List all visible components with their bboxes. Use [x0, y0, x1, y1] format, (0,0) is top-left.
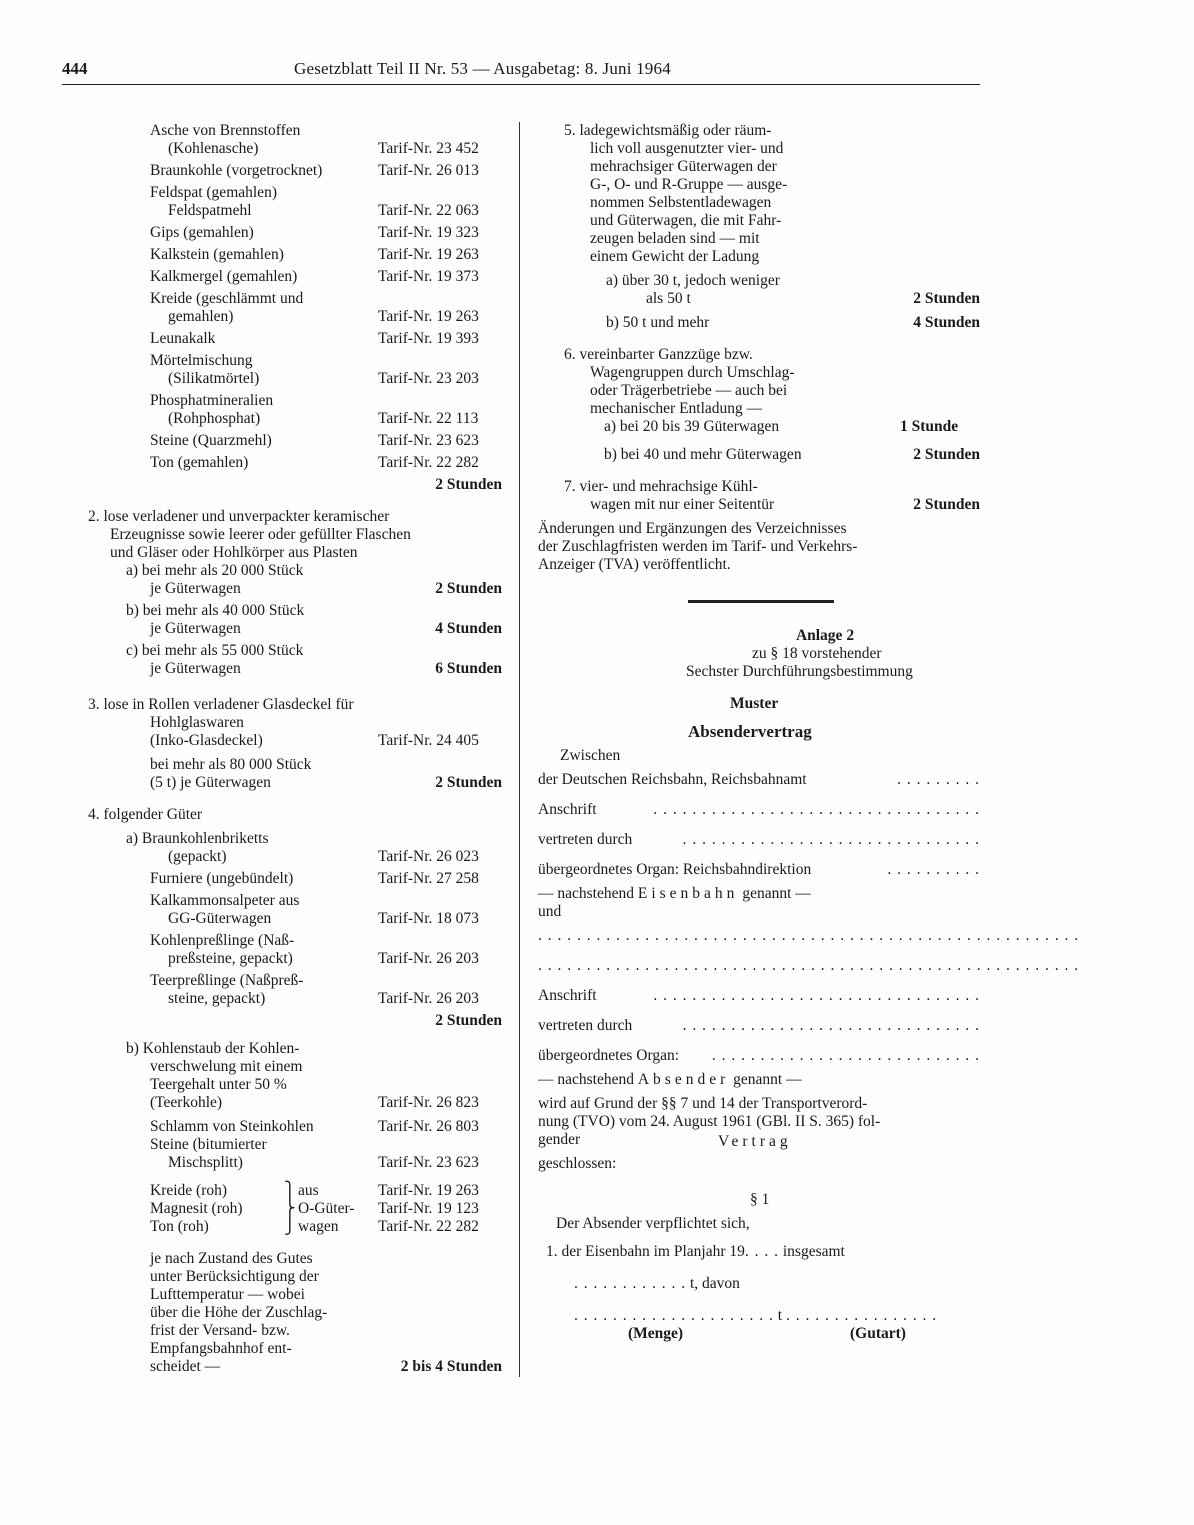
tarif-number: Tarif-Nr. 19 263 — [378, 308, 479, 325]
item-text: Teerpreßlinge (Naßpreß- — [150, 972, 304, 989]
tarif-number: Tarif-Nr. 26 823 — [378, 1094, 479, 1111]
tarif-row — [88, 830, 502, 848]
final-row — [88, 1286, 502, 1304]
tarif-row — [88, 410, 502, 428]
tarif-number: Tarif-Nr. 19 393 — [378, 330, 479, 347]
tarif-number: Tarif-Nr. 19 123 — [378, 1200, 479, 1217]
item-text: Braunkohle (vorgetrocknet) — [150, 162, 323, 179]
tarif-row — [88, 932, 502, 950]
form-text: Eisenbahn — [637, 885, 739, 902]
brace-glyph: ⎭ — [284, 1218, 296, 1235]
hours: 2 Stunden — [435, 1012, 502, 1029]
fill-line: . . . . . . . . . . . . . . . . . . . . . . . . . . . . . . . . . . . . . . . . . . . . . . . . . . . . . . . . — [538, 927, 1080, 944]
item-text: Mischsplitt) — [168, 1154, 243, 1171]
hours: 2 Stunden — [435, 476, 502, 493]
item-text: b) 50 t und mehr — [606, 314, 710, 331]
hours-row — [88, 620, 502, 638]
item-text: je Güterwagen — [150, 660, 241, 677]
item-text: a) bei 20 bis 39 Güterwagen — [604, 418, 780, 435]
changes-text: Änderungen und Ergänzungen des Verzeichnisses — [538, 520, 847, 537]
tarif-number: Tarif-Nr. 22 063 — [378, 202, 479, 219]
item-text: Kalkmergel (gemahlen) — [150, 268, 298, 285]
item-text: Lufttemperatur — wobei — [150, 1286, 305, 1303]
running-title: Gesetzblatt Teil II Nr. 53 — Ausgabetag: 8. Juni 1964 — [294, 59, 671, 78]
item-text: verschwelung mit einem — [150, 1058, 303, 1075]
page-header — [62, 60, 980, 85]
tarif-number: Tarif-Nr. 26 203 — [378, 950, 479, 967]
form-caption: (Menge) — [628, 1325, 684, 1342]
right-column — [538, 122, 1080, 1343]
tarif-number: Tarif-Nr. 23 623 — [378, 1154, 479, 1171]
muster-label: Muster — [730, 695, 779, 712]
tarif-row — [88, 432, 502, 450]
fill-line: . . . . . . . . . . . . . . . . . . . . . — [574, 1307, 774, 1324]
item-title: 4. folgender Güter — [88, 806, 203, 823]
item-text: O-Güter- — [298, 1200, 355, 1217]
item-text: als 50 t — [646, 290, 691, 307]
item-text: 3. lose in Rollen verladener Glasdeckel für — [88, 696, 354, 713]
tarif-row — [88, 848, 502, 866]
tarif-row — [88, 246, 502, 264]
contract-form — [538, 747, 1080, 1343]
tarif-row — [88, 990, 502, 1008]
form-caption: (Gutart) — [850, 1325, 906, 1342]
form-label: der Deutschen Reichsbahn, Reichsbahnamt — [538, 771, 807, 788]
tarif-row — [88, 122, 502, 140]
hours: 4 Stunden — [435, 620, 502, 637]
item-text: Kalkstein (gemahlen) — [150, 246, 284, 263]
item-text: a) bei mehr als 20 000 Stück — [126, 562, 304, 579]
hours: 4 Stunden — [913, 314, 980, 331]
item-text: Feldspatmehl — [168, 202, 252, 219]
tarif-number: Tarif-Nr. 26 013 — [378, 162, 479, 179]
final-row — [88, 1322, 502, 1340]
hours: 2 bis 4 Stunden — [400, 1358, 502, 1375]
anlage-subtitle: zu § 18 vorstehender — [752, 645, 882, 662]
tarif-row — [88, 202, 502, 220]
item-text: unter Berücksichtigung der — [150, 1268, 319, 1285]
item-4 — [88, 806, 502, 1376]
item-text: Asche von Brennstoffen — [150, 122, 301, 139]
hours-row — [88, 580, 502, 598]
item-text: Furniere (ungebündelt) — [150, 870, 294, 887]
item-text: Feldspat (gemahlen) — [150, 184, 277, 201]
tarif-row — [88, 370, 502, 388]
item-text: Ton (roh) — [150, 1218, 209, 1235]
hours: 1 Stunde — [900, 418, 959, 435]
tarif-number: Tarif-Nr. 22 282 — [378, 1218, 479, 1235]
tarif-row — [88, 870, 502, 888]
fill-line: . . . . . . . . . . . . . . . . . . . . . . . . . . . . — [711, 1047, 980, 1064]
fill-line: . . . . — [744, 1243, 779, 1260]
tarif-number: Tarif-Nr. 18 073 — [378, 910, 479, 927]
form-text: geschlossen: — [538, 1155, 617, 1172]
tarif-number: Tarif-Nr. 19 373 — [378, 268, 479, 285]
tarif-number: Tarif-Nr. 22 282 — [378, 454, 479, 471]
changes-text: der Zuschlagfristen werden im Tarif- und Verkehrs- — [538, 538, 858, 555]
tarif-row — [88, 950, 502, 968]
form-text: genannt — — [733, 1071, 802, 1088]
tarif-number: Tarif-Nr. 26 803 — [378, 1118, 479, 1135]
item-text: gemahlen) — [168, 308, 234, 325]
form-heading: Vertrag — [718, 1133, 792, 1150]
fill-line: . . . . . . . . . . . . . . . . . . . . . . . . . . . . . . . — [682, 1017, 980, 1034]
document-heading: Absendervertrag — [688, 722, 812, 741]
item-text: preßsteine, gepackt) — [168, 950, 293, 967]
item-6 — [538, 346, 980, 464]
item-text: Magnesit (roh) — [150, 1200, 243, 1217]
item-text: Phosphatmineralien — [150, 392, 274, 409]
fill-line: . . . . . . . . . . . . . . . . — [785, 1307, 938, 1324]
item-text: GG-Güterwagen — [168, 910, 272, 927]
tarif-number: Tarif-Nr. 22 113 — [378, 410, 479, 427]
item-text: scheidet — — [150, 1358, 221, 1375]
item-text: wagen mit nur einer Seitentür — [590, 496, 775, 513]
item-text: bei mehr als 80 000 Stück — [150, 756, 312, 773]
item-text: Kreide (roh) — [150, 1182, 228, 1199]
paragraph-number: § 1 — [750, 1191, 770, 1208]
fill-line: . . . . . . . . . . — [887, 861, 980, 878]
form-text: insgesamt — [782, 1243, 845, 1260]
item-text: und Gläser oder Hohlkörper aus Plasten — [110, 544, 358, 561]
tarif-row — [88, 224, 502, 242]
item-text: mechanischer Entladung — — [590, 400, 763, 417]
form-text: wird auf Grund der §§ 7 und 14 der Transportverord- — [538, 1095, 868, 1112]
form-text: t — [777, 1307, 783, 1324]
tarif-number: Tarif-Nr. 23 203 — [378, 370, 479, 387]
item-5 — [538, 122, 980, 332]
hours: 2 Stunden — [913, 290, 980, 307]
final-row — [88, 1304, 502, 1322]
item-text: einem Gewicht der Ladung — [590, 248, 760, 265]
tarif-row — [88, 140, 502, 158]
tarif-row — [88, 454, 502, 472]
tarif-number: Tarif-Nr. 27 258 — [378, 870, 479, 887]
item-3 — [88, 696, 502, 792]
item-text: wagen — [298, 1218, 339, 1235]
item-text: Leunakalk — [150, 330, 216, 347]
tarif-number: Tarif-Nr. 19 323 — [378, 224, 479, 241]
form-text: und — [538, 903, 562, 920]
form-label: Anschrift — [538, 801, 597, 818]
tarif-row — [88, 162, 502, 180]
item-text: b) bei mehr als 40 000 Stück — [126, 602, 305, 619]
item-text: (Rohphosphat) — [168, 410, 261, 427]
fill-line: . . . . . . . . . . . . . . . . . . . . . . . . . . . . . . . . . . . . . . . . . . . . . . . . . . . . . . . . — [538, 957, 1080, 974]
tarif-number: Tarif-Nr. 26 023 — [378, 848, 479, 865]
final-row — [88, 1250, 502, 1268]
item-text: Mörtelmischung — [150, 352, 253, 369]
item-text: je nach Zustand des Gutes — [150, 1250, 313, 1267]
item-text: a) Braunkohlenbriketts — [126, 830, 269, 847]
hours-row — [88, 660, 502, 678]
tarif-number: Tarif-Nr. 23 452 — [378, 140, 479, 157]
tarif-number: Tarif-Nr. 19 263 — [378, 1182, 479, 1199]
form-text: — nachstehend — [538, 885, 634, 902]
item-text: nommen Selbstentladewagen — [590, 194, 772, 211]
form-text: Der Absender verpflichtet sich, — [556, 1215, 750, 1232]
tarif-row — [88, 290, 502, 308]
tarif-row — [88, 308, 502, 326]
item-text: zeugen beladen sind — mit — [590, 230, 760, 247]
item-2 — [88, 508, 502, 682]
hours: 6 Stunden — [435, 660, 502, 677]
form-label: übergeordnetes Organ: — [538, 1047, 680, 1064]
hours: 2 Stunden — [913, 496, 980, 513]
page-number: 444 — [62, 59, 88, 78]
fill-line: . . . . . . . . . . . . . . . . . . . . . . . . . . . . . . . — [682, 831, 980, 848]
item-text: Kohlenpreßlinge (Naß- — [150, 932, 295, 949]
item-text: Ton (gemahlen) — [150, 454, 249, 471]
tarif-number: Tarif-Nr. 24 405 — [378, 732, 479, 749]
tarif-row — [88, 268, 502, 286]
final-row — [88, 1358, 502, 1376]
item-text: 5. ladegewichtsmäßig oder räum- — [564, 122, 772, 139]
left-column — [88, 122, 502, 1376]
item-text: (Inko-Glasdeckel) — [150, 732, 263, 749]
item-text: 6. vereinbarter Ganzzüge bzw. — [564, 346, 753, 363]
group-row — [88, 1182, 502, 1200]
item-text: Steine (bitumierter — [150, 1136, 267, 1153]
item-text: Hohlglaswaren — [150, 714, 244, 731]
item-text: Kreide (geschlämmt und — [150, 290, 304, 307]
item-text: (5 t) je Güterwagen — [150, 774, 271, 791]
hours: 2 Stunden — [913, 446, 980, 463]
item-text: 2. lose verladener und unverpackter keramischer — [88, 508, 390, 525]
brace-glyph: ⎬ — [284, 1200, 296, 1217]
item-text: oder Trägerbetriebe — auch bei — [590, 382, 788, 399]
tarif-row — [88, 330, 502, 348]
tarif-row — [88, 184, 502, 202]
final-row — [88, 1340, 502, 1358]
item-text: a) über 30 t, jedoch weniger — [606, 272, 780, 289]
item-text: Empfangsbahnhof ent- — [150, 1340, 292, 1357]
item-text: (gepackt) — [168, 848, 227, 865]
item-text: G-, O- und R-Gruppe — ausge- — [590, 176, 788, 193]
group-row — [88, 1200, 502, 1218]
anlage-title: Anlage 2 — [795, 627, 855, 644]
fill-line: . . . . . . . . . . . . . . . . . . . . . . . . . . . . . . . . . . — [653, 801, 980, 818]
fill-line: . . . . . . . . . . . . . . . . . . . . . . . . . . . . . . . . . . — [653, 987, 980, 1004]
form-text: Zwischen — [560, 747, 621, 764]
form-label: Anschrift — [538, 987, 597, 1004]
item-text: und Güterwagen, die mit Fahr- — [590, 212, 782, 229]
form-text: Absender — [637, 1071, 730, 1088]
final-row — [88, 1268, 502, 1286]
hours: 2 Stunden — [435, 774, 502, 791]
item-text: Teergehalt unter 50 % — [150, 1076, 287, 1093]
item-text: aus — [298, 1182, 319, 1199]
form-label: vertreten durch — [538, 1017, 633, 1034]
item-text: Steine (Quarzmehl) — [150, 432, 272, 449]
item-text: 7. vier- und mehrachsige Kühl- — [564, 478, 758, 495]
item-text: frist der Versand- bzw. — [150, 1322, 290, 1339]
column-divider — [519, 122, 520, 1377]
item-7 — [538, 478, 980, 514]
item-text: Wagengruppen durch Umschlag- — [590, 364, 795, 381]
anlage-subtitle: Sechster Durchführungsbestimmung — [686, 663, 913, 680]
tarif-row — [88, 892, 502, 910]
item-text: b) Kohlenstaub der Kohlen- — [126, 1040, 300, 1057]
item-text: über die Höhe der Zuschlag- — [150, 1304, 328, 1321]
item-text: je Güterwagen — [150, 580, 241, 597]
item-text: (Kohlenasche) — [168, 140, 259, 157]
form-text: nung (TVO) vom 24. August 1961 (GBl. II S. 365) fol- — [538, 1113, 881, 1130]
item-text: steine, gepackt) — [168, 990, 266, 1007]
hours: 2 Stunden — [435, 580, 502, 597]
item-text: b) bei 40 und mehr Güterwagen — [604, 446, 802, 463]
item-text: (Teerkohle) — [150, 1094, 223, 1111]
tarif-row — [88, 972, 502, 990]
form-label: übergeordnetes Organ: Reichsbahndirektion — [538, 861, 812, 878]
form-text: t, davon — [690, 1275, 740, 1292]
tarif-row — [88, 352, 502, 370]
form-text: — nachstehend — [538, 1071, 634, 1088]
item-text: Kalkammonsalpeter aus — [150, 892, 300, 909]
fill-line: . . . . . . . . . . . . — [574, 1275, 687, 1292]
tarif-row — [88, 392, 502, 410]
tarif-list — [88, 122, 502, 476]
item-text: Gips (gemahlen) — [150, 224, 254, 241]
form-label: vertreten durch — [538, 831, 633, 848]
form-text: genannt — — [742, 885, 811, 902]
tarif-number: Tarif-Nr. 26 203 — [378, 990, 479, 1007]
brace-glyph: ⎫ — [284, 1182, 296, 1199]
group-row — [88, 1218, 502, 1236]
item-text: (Silikatmörtel) — [168, 370, 260, 387]
item-text: Erzeugnisse sowie leerer oder gefüllter Flaschen — [110, 526, 411, 543]
item-text: c) bei mehr als 55 000 Stück — [126, 642, 304, 659]
changes-text: Anzeiger (TVA) veröffentlicht. — [538, 556, 731, 573]
tarif-number: Tarif-Nr. 19 263 — [378, 246, 479, 263]
item-text: je Güterwagen — [150, 620, 241, 637]
item-text: mehrachsiger Güterwagen der — [590, 158, 777, 175]
item-text: Schlamm von Steinkohlen — [150, 1118, 314, 1135]
form-text: gender — [538, 1131, 581, 1148]
form-text: 1. der Eisenbahn im Planjahr 19 — [546, 1243, 745, 1260]
tarif-number: Tarif-Nr. 23 623 — [378, 432, 479, 449]
tarif-row — [88, 910, 502, 928]
fill-line: . . . . . . . . . — [897, 771, 980, 788]
item-text: lich voll ausgenutzter vier- und — [590, 140, 784, 157]
